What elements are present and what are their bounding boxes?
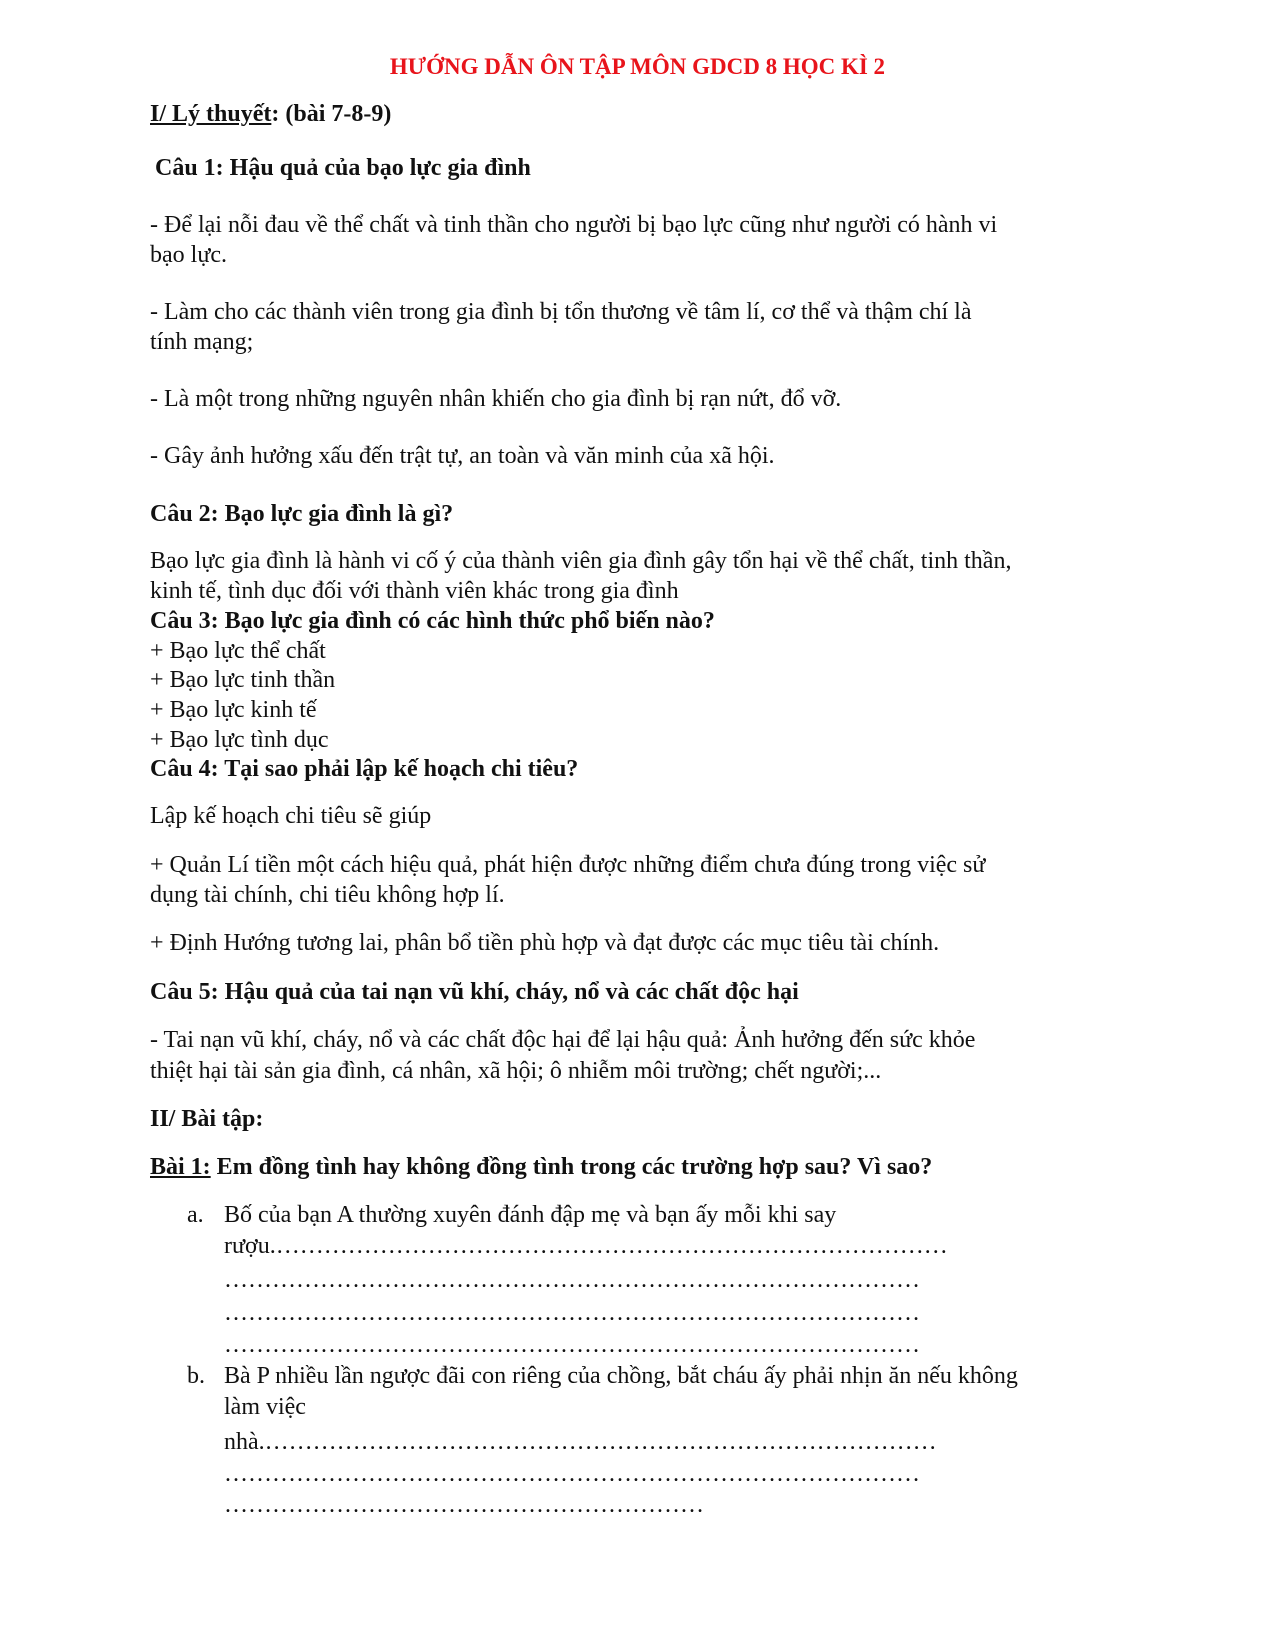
document-title: HƯỚNG DẪN ÔN TẬP MÔN GDCD 8 HỌC KÌ 2 [389, 54, 886, 79]
question-5-heading: Câu 5: Hậu quả của tai nạn vũ khí, cháy, nổ và các chất độc hại [150, 979, 799, 1005]
exercise-1-item-b-answer-line: nhà.………………………………………………………………………… [224, 1429, 937, 1455]
question-5-answer-line-2: thiệt hại tài sản gia đình, cá nhân, xã hội; ô nhiễm môi trường; chết người;... [150, 1058, 882, 1084]
exercise-1-item-a-answer-line: rượu.………………………………………………………………………… [224, 1233, 948, 1259]
question-4-point-1-line-1: + Quản Lí tiền một cách hiệu quả, phát hiện được những điểm chưa đúng trong việc sử [150, 852, 986, 878]
exercise-1-item-a-answer-line: …………………………………………………………………………… [224, 1267, 920, 1293]
exercise-1-item-b-marker: b. [187, 1363, 205, 1389]
question-1-point-1-line-1: - Để lại nỗi đau về thể chất và tinh thần cho người bị bạo lực cũng như người có hành vi [150, 212, 998, 238]
question-3-item: + Bạo lực thể chất [150, 638, 326, 664]
exercise-1-item-b-answer-line: …………………………………………………………………………… [224, 1461, 920, 1487]
exercise-1-item-b-line-1: Bà P nhiều lần ngược đãi con riêng của chồng, bắt cháu ấy phải nhịn ăn nếu không [224, 1363, 1018, 1389]
question-5-answer-line-1: - Tai nạn vũ khí, cháy, nổ và các chất độc hại để lại hậu quả: Ảnh hưởng đến sức khỏe [150, 1027, 976, 1053]
question-4-point-2: + Định Hướng tương lai, phân bổ tiền phù hợp và đạt được các mục tiêu tài chính. [150, 930, 940, 956]
exercise-1-label: Bài 1: [150, 1154, 211, 1180]
question-3-item: + Bạo lực kinh tế [150, 697, 317, 723]
question-2-answer-line-1: Bạo lực gia đình là hành vi cố ý của thành viên gia đình gây tổn hại về thể chất, tinh thần, [150, 548, 1012, 574]
question-3-heading: Câu 3: Bạo lực gia đình có các hình thức phổ biến nào? [150, 608, 715, 634]
question-4-intro: Lập kế hoạch chi tiêu sẽ giúp [150, 803, 432, 829]
question-3-item: + Bạo lực tinh thần [150, 667, 336, 693]
question-1-point-2-line-2: tính mạng; [150, 329, 254, 355]
exercise-1-item-a-line-1: Bố của bạn A thường xuyên đánh đập mẹ và bạn ấy mỗi khi say [224, 1202, 837, 1228]
question-1-point-3: - Là một trong những nguyên nhân khiến cho gia đình bị rạn nứt, đổ vỡ. [150, 386, 842, 412]
question-1-point-1-line-2: bạo lực. [150, 242, 227, 268]
question-1-point-2-line-1: - Làm cho các thành viên trong gia đình bị tổn thương về tâm lí, cơ thể và thậm chí là [150, 299, 972, 325]
section-exercises-heading: II/ Bài tập: [150, 1106, 264, 1132]
exercise-1-item-b-line-2: làm việc [224, 1394, 306, 1420]
exercise-1-item-b-answer-line: …………………………………………………… [224, 1492, 704, 1518]
question-2-heading: Câu 2: Bạo lực gia đình là gì? [150, 501, 454, 527]
section-theory-heading [150, 99, 391, 129]
section-theory-label: I/ Lý thuyết [150, 101, 272, 127]
exercise-1-item-a-marker: a. [187, 1202, 204, 1228]
exercise-1-item-a-answer-line: …………………………………………………………………………… [224, 1332, 920, 1358]
exercise-1-heading [150, 1152, 932, 1182]
exercise-1-question: Em đồng tình hay không đồng tình trong các trường hợp sau? Vì sao? [210, 1154, 933, 1180]
question-4-heading: Câu 4: Tại sao phải lập kế hoạch chi tiêu? [150, 756, 579, 782]
question-1-point-4: - Gây ảnh hưởng xấu đến trật tự, an toàn và văn minh của xã hội. [150, 443, 775, 469]
question-1-heading: Câu 1: Hậu quả của bạo lực gia đình [155, 155, 531, 181]
question-4-point-1-line-2: dụng tài chính, chi tiêu không hợp lí. [150, 882, 505, 908]
exercise-1-item-a-answer-line: …………………………………………………………………………… [224, 1300, 920, 1326]
question-2-answer-line-2: kinh tế, tình dục đối với thành viên khác trong gia đình [150, 578, 679, 604]
section-theory-lessons: : (bài 7-8-9) [271, 101, 392, 127]
question-3-item: + Bạo lực tình dục [150, 727, 329, 753]
